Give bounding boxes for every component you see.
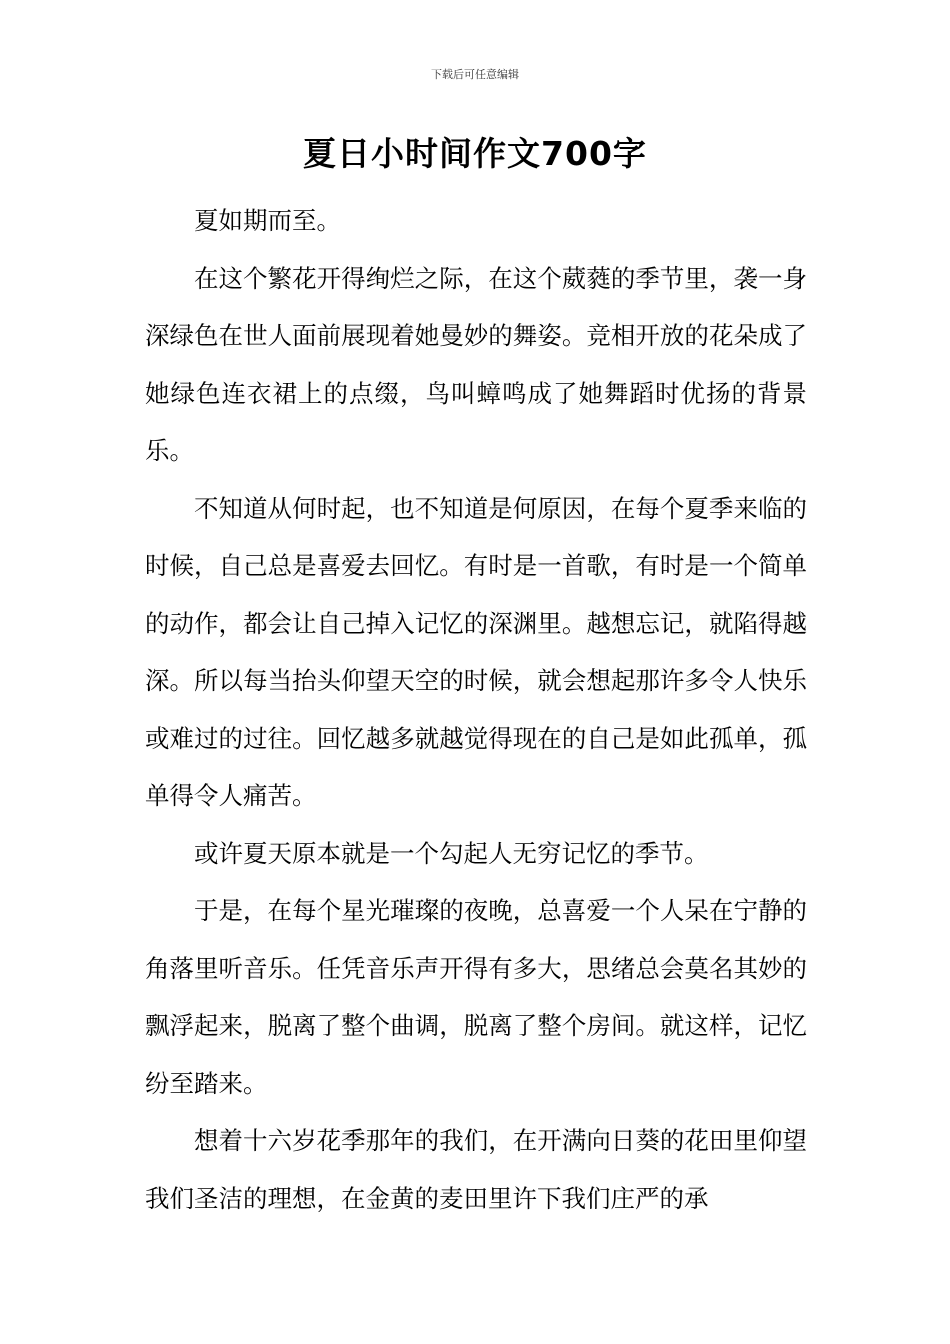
header-note: 下载后可任意编辑 (431, 68, 519, 81)
paragraph-6: 想着十六岁花季那年的我们，在开满向日葵的花田里仰望我们圣洁的理想，在金黄的麦田里许下我们庄严的承 (145, 1126, 807, 1213)
document-title: 夏日小时间作文700字 (303, 134, 647, 173)
document-body (145, 192, 807, 1227)
paragraph-5: 于是，在每个星光璀璨的夜晚，总喜爱一个人呆在宁静的角落里听音乐。任凭音乐声开得有多大，思绪总会莫名其妙的飘浮起来，脱离了整个曲调，脱离了整个房间。就这样，记忆纷至踏来。 (145, 896, 807, 1098)
paragraph-2: 在这个繁花开得绚烂之际，在这个葳蕤的季节里，袭一身深绿色在世人面前展现着她曼妙的舞姿。竞相开放的花朵成了她绿色连衣裙上的点缀，鸟叫蟑鸣成了她舞蹈时优扬的背景乐。 (145, 263, 807, 465)
paragraph-3: 不知道从何时起，也不知道是何原因，在每个夏季来临的时候，自己总是喜爱去回忆。有时是一首歌，有时是一个简单的动作，都会让自己掉入记忆的深渊里。越想忘记，就陷得越深。所以每当抬头仰望天空的时候，就会想起那许多令人快乐或难过的过往。回忆越多就越觉得现在的自己是如此孤单，孤单得令人痛苦。 (145, 493, 807, 810)
paragraph-4: 或许夏天原本就是一个勾起人无穷记忆的季节。 (194, 838, 709, 868)
paragraph-1: 夏如期而至。 (194, 206, 341, 235)
